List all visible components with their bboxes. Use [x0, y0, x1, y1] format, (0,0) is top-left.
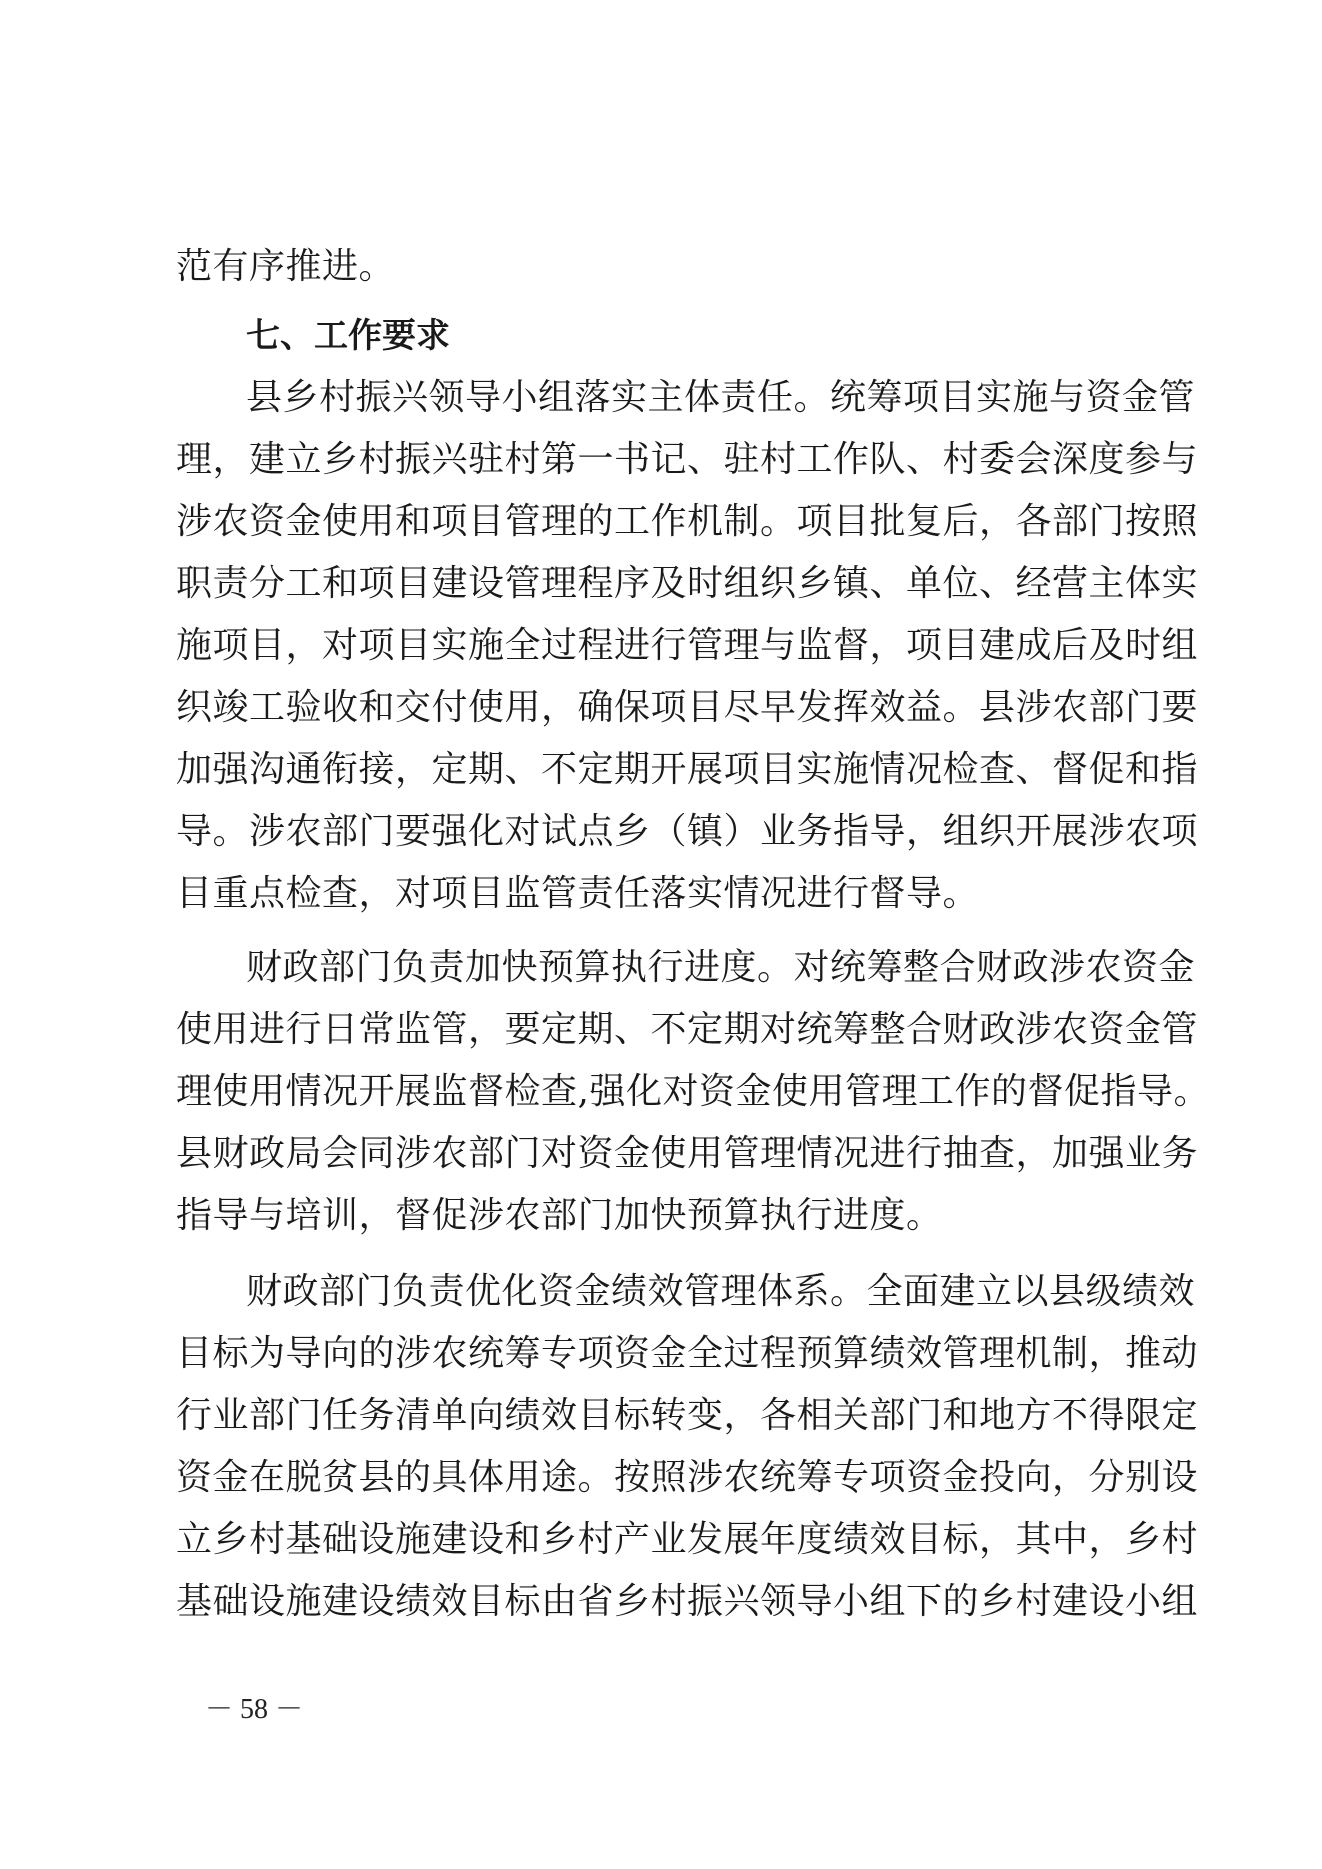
text-line: 财政部门负责优化资金绩效管理体系。全面建立以县级绩效: [246, 1271, 1196, 1312]
text-line: 导。涉农部门要强化对试点乡（镇）业务指导，组织开展涉农项: [176, 811, 1199, 852]
text-line: 理，建立乡村振兴驻村第一书记、驻村工作队、村委会深度参与: [176, 439, 1199, 480]
text-line: 资金在脱贫县的具体用途。按照涉农统筹专项资金投向，分别设: [176, 1457, 1199, 1498]
text-line: 理使用情况开展监督检查,强化对资金使用管理工作的督促指导。: [176, 1071, 1210, 1112]
section-heading: 七、工作要求: [246, 316, 450, 356]
text-line: 织竣工验收和交付使用，确保项目尽早发挥效益。县涉农部门要: [176, 687, 1199, 728]
text-line: 施项目，对项目实施全过程进行管理与监督，项目建成后及时组: [176, 625, 1199, 666]
text-line: 立乡村基础设施建设和乡村产业发展年度绩效目标，其中，乡村: [176, 1519, 1199, 1560]
text-line: 行业部门任务清单向绩效目标转变，各相关部门和地方不得限定: [176, 1395, 1199, 1436]
text-line: 范有序推进。: [176, 246, 396, 287]
text-line: 财政部门负责加快预算执行进度。对统筹整合财政涉农资金: [246, 947, 1196, 988]
page-number: － 58 －: [205, 1694, 304, 1725]
text-line: 使用进行日常监管，要定期、不定期对统筹整合财政涉农资金管: [176, 1009, 1199, 1050]
text-line: 涉农资金使用和项目管理的工作机制。项目批复后，各部门按照: [176, 501, 1199, 542]
text-line: 基础设施建设绩效目标由省乡村振兴领导小组下的乡村建设小组: [176, 1581, 1199, 1622]
text-line: 指导与培训，督促涉农部门加快预算执行进度。: [176, 1195, 943, 1236]
text-line: 县财政局会同涉农部门对资金使用管理情况进行抽查，加强业务: [176, 1133, 1199, 1174]
text-line: 目标为导向的涉农统筹专项资金全过程预算绩效管理机制，推动: [176, 1333, 1199, 1374]
text-line: 目重点检查，对项目监管责任落实情况进行督导。: [176, 873, 980, 914]
text-line: 职责分工和项目建设管理程序及时组织乡镇、单位、经营主体实: [176, 563, 1199, 604]
text-line: 加强沟通衔接，定期、不定期开展项目实施情况检查、督促和指: [176, 749, 1199, 790]
text-line: 县乡村振兴领导小组落实主体责任。统筹项目实施与资金管: [246, 377, 1196, 418]
